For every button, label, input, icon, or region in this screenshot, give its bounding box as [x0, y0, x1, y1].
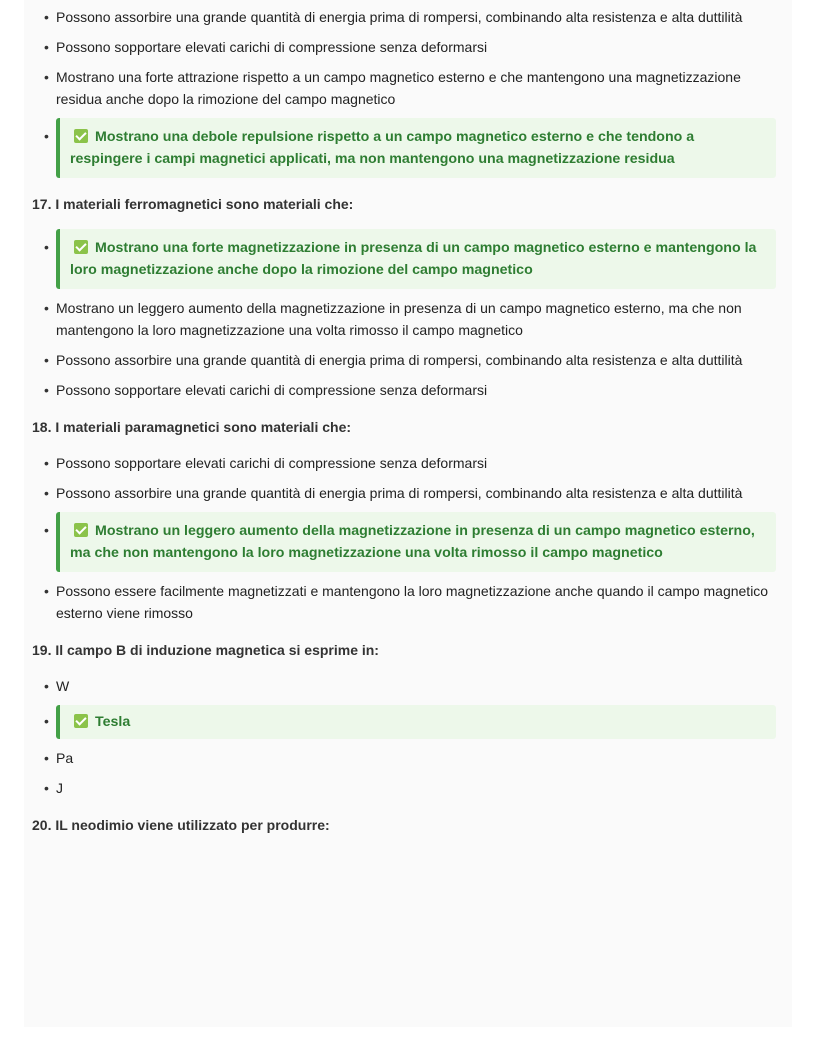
- q17-options: [44, 229, 776, 401]
- question-18-title: 18. I materiali paramagnetici sono materiali che:: [32, 419, 352, 435]
- q18-options: [44, 452, 776, 624]
- quiz-content: [32, 9, 776, 850]
- correct-answer-box: Mostrano un leggero aumento della magnetizzazione in presenza di un campo magnetico esterno, ma che non mantengono la loro magnetizzazione una volta rimosso il campo magnetico: [56, 512, 776, 572]
- q16-option-2: • Possono sopportare elevati carichi di compressione senza deformarsi: [44, 39, 488, 55]
- q16-options: [44, 6, 776, 178]
- check-icon: [74, 714, 88, 728]
- q19-options: [44, 675, 776, 799]
- quiz-page: [24, 0, 792, 1027]
- q17-option-2: • Mostrano un leggero aumento della magnetizzazione in presenza di un campo magnetico esterno, ma che non mantengono la loro magnetizzazione una volta rimosso il campo magnetico: [44, 300, 742, 338]
- q19-option-3: • Pa: [44, 750, 74, 766]
- check-icon: [74, 240, 88, 254]
- q17-option-4: • Possono sopportare elevati carichi di compressione senza deformarsi: [44, 382, 488, 398]
- correct-answer-box: Mostrano una forte magnetizzazione in presenza di un campo magnetico esterno e mantengono la loro magnetizzazione anche dopo la rimozione del campo magnetico: [56, 229, 776, 289]
- question-20-title: 20. IL neodimio viene utilizzato per produrre:: [32, 817, 330, 833]
- q17-option-3: • Possono assorbire una grande quantità di energia prima di rompersi, combinando alta resistenza e alta duttilità: [44, 352, 743, 368]
- q16-option-1: • Possono assorbire una grande quantità di energia prima di rompersi, combinando alta resistenza e alta duttilità: [44, 9, 743, 25]
- q18-option-4: • Possono essere facilmente magnetizzati e mantengono la loro magnetizzazione anche quando il campo magnetico esterno viene rimosso: [44, 583, 769, 621]
- q18-option-1: • Possono sopportare elevati carichi di compressione senza deformarsi: [44, 455, 488, 471]
- question-19-title: 19. Il campo B di induzione magnetica si esprime in:: [32, 642, 379, 658]
- q18-correct-option: • Mostrano un leggero aumento della magnetizzazione in presenza di un campo magnetico esterno, ma che non mantengono la loro magnetizzazione una volta rimosso il campo magnetico: [56, 512, 776, 572]
- q17-correct-option: • Mostrano una forte magnetizzazione in presenza di un campo magnetico esterno e mantengono la loro magnetizzazione anche dopo la rimozione del campo magnetico: [56, 229, 776, 289]
- correct-answer-box: Tesla: [56, 705, 776, 739]
- q16-correct-option: • Mostrano una debole repulsione rispetto a un campo magnetico esterno e che tendono a respingere i campi magnetici applicati, ma non mantengono una magnetizzazione residua: [56, 118, 776, 178]
- q19-option-1: • W: [44, 678, 70, 694]
- question-17-title: 17. I materiali ferromagnetici sono materiali che:: [32, 196, 354, 212]
- check-icon: [74, 523, 88, 537]
- q19-option-4: • J: [44, 780, 63, 796]
- q19-correct-option: • Tesla: [56, 705, 776, 739]
- correct-answer-box: Mostrano una debole repulsione rispetto a un campo magnetico esterno e che tendono a respingere i campi magnetici applicati, ma non mantengono una magnetizzazione residua: [56, 118, 776, 178]
- check-icon: [74, 129, 88, 143]
- q18-option-2: • Possono assorbire una grande quantità di energia prima di rompersi, combinando alta resistenza e alta duttilità: [44, 485, 743, 501]
- q16-option-3: • Mostrano una forte attrazione rispetto a un campo magnetico esterno e che mantengono una magnetizzazione residua anche dopo la rimozione del campo magnetico: [44, 69, 741, 107]
